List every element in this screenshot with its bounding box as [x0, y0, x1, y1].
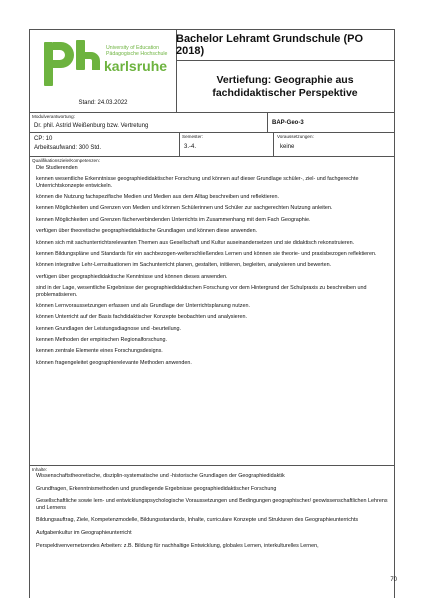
competency-item: verfügen über theoretische geographiedidaktische Grundlagen und können diese anwenden.: [36, 228, 258, 235]
competencies-list: [36, 165, 388, 371]
competency-item: kennen Möglichkeiten und Grenzen fächerverbindenden Unterrichts im Zusammenhang mit dem Fach Geographie.: [36, 216, 311, 223]
program-title: Bachelor Lehramt Grundschule (PO 2018): [176, 30, 394, 61]
details-row: [29, 133, 395, 157]
competency-item: sind in der Lage, wesentliche Ergebnisse der geographiedidaktischen Forschung vor dem Hintergrund der Schulpraxis zu beschreiben und problematisieren.: [36, 285, 367, 298]
competency-item: können fragengeleitet geographierelevante Methoden anwenden.: [36, 359, 192, 366]
competency-item: können integrative Lehr-Lernsituationen im Sachunterricht planen, gestalten, initiieren, begleiten, analysieren und bewerten.: [36, 262, 332, 269]
responsible-label: Modulverantwortung:: [32, 114, 75, 119]
content-item: Gesellschaftliche sowie lern- und entwicklungspsychologische Voraussetzungen und Bedingungen geographischer/ geowissenschaftlichen Lehrens und Lernens: [36, 498, 388, 511]
content-item: Aufgabenkultur im Geographieunterricht: [36, 530, 132, 537]
cp-value: CP: 10: [34, 136, 53, 142]
stand-date: Stand: 24.03.2022: [78, 100, 128, 106]
module-title: Vertiefung: Geographie aus fachdidaktischer Perspektive: [212, 73, 358, 99]
responsible-row: [29, 113, 395, 133]
content-item: Perspektivenvernetzendes Arbeiten: z.B. Bildung für nachhaltige Entwicklung, globales Lernen, interkulturelles Lernen,: [36, 542, 319, 549]
competency-item: können Lernvoraussetzungen erfassen und als Grundlage der Unterrichtsplanung nutzen.: [36, 302, 250, 309]
logo-name: karlsruhe: [104, 58, 168, 74]
content-list: [36, 473, 388, 555]
cp-cell: [30, 133, 180, 156]
competencies-intro: Die Studierenden: [36, 165, 78, 171]
competency-item: kennen zentrale Elemente eines Forschungsdesigns.: [36, 348, 163, 355]
logo-line2: Pädagogische Hochschule: [106, 51, 168, 57]
content-label: Inhalte:: [32, 467, 48, 472]
workload-value: Arbeitsaufwand: 300 Std.: [34, 145, 102, 151]
prereq-label: Voraussetzungen:: [277, 134, 314, 139]
competencies-label: Qualifikationsziele/Kompetenzen:: [32, 158, 100, 163]
semester-cell: [180, 133, 274, 156]
semester-label: Semester:: [182, 134, 203, 139]
competency-item: verfügen über geographiedidaktische Kenntnisse und können dieses anwenden.: [36, 273, 228, 280]
competency-item: können die Nutzung fachspezifische Medien und Medien aus dem Alltag beschreiben und reflektieren.: [36, 194, 280, 201]
competency-item: kennen wesentliche Erkenntnisse geographiedidaktischer Forschung und können auf dieser Grundlage schüler-, ziel- und fachgerechte Unterrichtskonzepte entwickeln.: [36, 176, 359, 189]
module-header: [29, 29, 395, 113]
responsible-value: Dr. phil. Astrid Weißenburg bzw. Vertretung: [34, 123, 149, 129]
content-section: [29, 466, 395, 598]
module-sheet: [29, 29, 395, 569]
prereq-value: keine: [280, 144, 295, 150]
page-number: 70: [390, 577, 397, 583]
competency-item: können sich mit sachunterrichtsrelevanten Themen aus Gesellschaft und Kultur auseinandersetzen und sie didaktisch rekonstruieren.: [36, 239, 355, 246]
content-item: Wissenschaftstheoretische, disziplin-systematische und -historische Grundlagen der Geographiedidaktik: [36, 473, 285, 479]
ph-karlsruhe-logo: [38, 38, 168, 90]
competency-item: kennen Möglichkeiten und Grenzen von Medien und können Schülerinnen und Schüler zur sachgerechten Nutzung anleiten.: [36, 205, 333, 212]
competency-item: können Unterricht auf der Basis fachdidaktischer Konzepte beobachten und analysieren.: [36, 314, 247, 321]
competencies-section: [29, 157, 395, 466]
competency-item: kennen Grundlagen der Leistungsdiagnose und -beurteilung.: [36, 325, 182, 332]
competency-item: kennen Bildungspläne und Standards für ein sachbezogen-welterschließendes Lernen und können sie theorie- und praxisbezogen reflektieren.: [36, 251, 377, 258]
responsible-cell: [30, 113, 268, 132]
logo-line1: University of Education: [106, 45, 160, 51]
header-logo-cell: [30, 30, 177, 112]
content-item: Bildungsauftrag, Ziele, Kompetenzmodelle, Bildungsstandards, Inhalte, curriculare Konzepte und Strukturen des Geographieunterrichts: [36, 517, 359, 524]
semester-value: 3.-4.: [184, 144, 197, 150]
content-item: Grundfragen, Erkenntnismethoden und grundlegende Ergebnisse geographiedidaktischer Forschung: [36, 485, 277, 492]
module-code: BAP-Geo-3: [272, 120, 304, 126]
competency-item: kennen Methoden der empirischen Regionalforschung.: [36, 337, 167, 344]
